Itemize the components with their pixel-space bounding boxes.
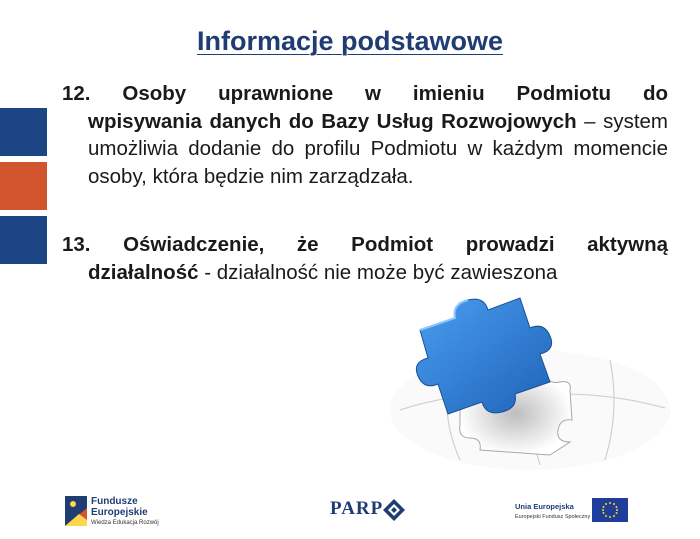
fe-line1: Fundusze xyxy=(91,496,138,507)
ue-subtitle: Europejski Fundusz Społeczny xyxy=(515,514,591,520)
list-item-12 xyxy=(62,80,668,190)
fe-line2: Europejskie xyxy=(91,507,148,518)
accent-bar-blue-bottom xyxy=(0,216,47,264)
page-title: Informacje podstawowe xyxy=(196,26,504,56)
item-number: 12. xyxy=(62,82,91,105)
eu-flag-icon xyxy=(592,498,628,522)
item-heading-line1: Oświadczenie, że Podmiot prowadzi aktywną xyxy=(123,233,669,256)
parp-logo-text: PARP xyxy=(330,498,384,519)
item-heading-line2: wpisywania danych do Bazy Usług Rozwojowych xyxy=(88,109,577,133)
fe-subtitle: Wiedza Edukacja Rozwój xyxy=(91,520,159,526)
accent-bar-blue-top xyxy=(0,108,47,156)
fundusze-europejskie-logo xyxy=(65,496,87,526)
item-number: 13. xyxy=(62,233,91,256)
puzzle-piece-image xyxy=(380,290,670,470)
item-heading-line2: działalność xyxy=(88,260,199,284)
list-item-13 xyxy=(62,231,668,286)
item-description: - działalność nie może być zawieszona xyxy=(198,260,558,284)
accent-bar-orange xyxy=(0,162,47,210)
item-description: – system umożliwia dodanie do profilu Podmiotu w każdym momencie osoby, która będzie nim zarządzała. xyxy=(88,109,669,188)
item-heading-line1: Osoby uprawnione w imieniu Podmiotu do xyxy=(122,82,668,105)
parp-logo-icon xyxy=(383,499,405,521)
ue-title: Unia Europejska xyxy=(515,502,574,511)
